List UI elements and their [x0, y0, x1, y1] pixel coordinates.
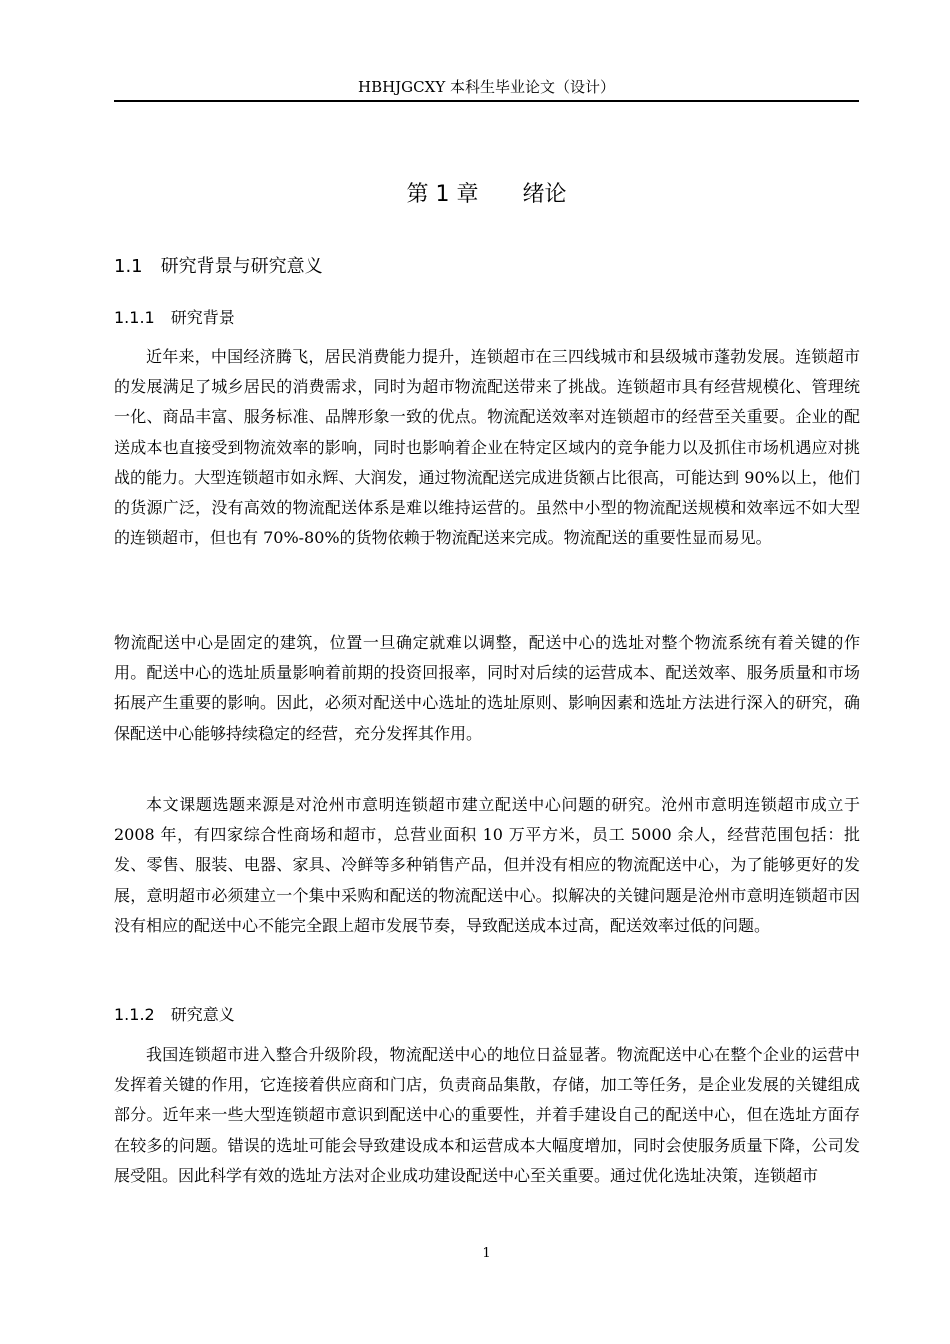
- paragraph-background-3: 本文课题选题来源是对沧州市意明连锁超市建立配送中心问题的研究。沧州市意明连锁超市成立于 2008 年，有四家综合性商场和超市，总营业面积 10 万平方米，员工 5000 余人，经营范围包括：批发、零售、服装、电器、家具、冷鲜等多种销售产品，但并没有相应的物流配送中心，为了能够更好的发展，意明超市必须建立一个集中采购和配送的物流配送中心。拟解决的关键问题是沧州市意明连锁超市因没有相应的配送中心不能完全跟上超市发展节奏，导致配送成本过高，配送效率过低的问题。: [114, 795, 860, 935]
- page-number: 1: [482, 1246, 491, 1261]
- paragraph-background-2: 物流配送中心是固定的建筑，位置一旦确定就难以调整，配送中心的选址对整个物流系统有着关键的作用。配送中心的选址质量影响着前期的投资回报率，同时对后续的运营成本、配送效率、服务质量和市场拓展产生重要的影响。因此，必须对配送中心选址的选址原则、影响因素和选址方法进行深入的研究，确保配送中心能够持续稳定的经营，充分发挥其作用。: [114, 633, 860, 743]
- header-rule: [114, 100, 859, 102]
- subsection-heading-significance: 1.1.2 研究意义: [114, 1005, 235, 1024]
- section-heading: 1.1 研究背景与研究意义: [114, 256, 323, 277]
- paragraph-significance-1: 我国连锁超市进入整合升级阶段，物流配送中心的地位日益显著。物流配送中心在整个企业的运营中发挥着关键的作用，它连接着供应商和门店，负责商品集散，存储，加工等任务，是企业发展的关键组成部分。近年来一些大型连锁超市意识到配送中心的重要性，并着手建设自己的配送中心，但在选址方面存在较多的问题。错误的选址可能会导致建设成本和运营成本大幅度增加，同时会使服务质量下降，公司发展受阻。因此科学有效的选址方法对企业成功建设配送中心至关重要。通过优化选址决策，连锁超市: [114, 1045, 860, 1185]
- subsection-heading-background: 1.1.1 研究背景: [114, 308, 235, 327]
- page-header: HBHJGCXY 本科生毕业论文（设计）: [357, 78, 615, 96]
- paragraph-background-1: 近年来，中国经济腾飞，居民消费能力提升，连锁超市在三四线城市和县级城市蓬勃发展。连锁超市的发展满足了城乡居民的消费需求，同时为超市物流配送带来了挑战。连锁超市具有经营规模化、管理统一化、商品丰富、服务标准、品牌形象一致的优点。物流配送效率对连锁超市的经营至关重要。企业的配送成本也直接受到物流效率的影响，同时也影响着企业在特定区域内的竞争能力以及抓住市场机遇应对挑战的能力。大型连锁超市如永辉、大润发，通过物流配送完成进货额占比很高，可能达到 90%以上，他们的货源广泛，没有高效的物流配送体系是难以维持运营的。虽然中小型的物流配送规模和效率远不如大型的连锁超市，但也有 70%-80%的货物依赖于物流配送来完成。物流配送的重要性显而易见。: [114, 347, 860, 548]
- chapter-title: 第 1 章 绪论: [406, 182, 567, 207]
